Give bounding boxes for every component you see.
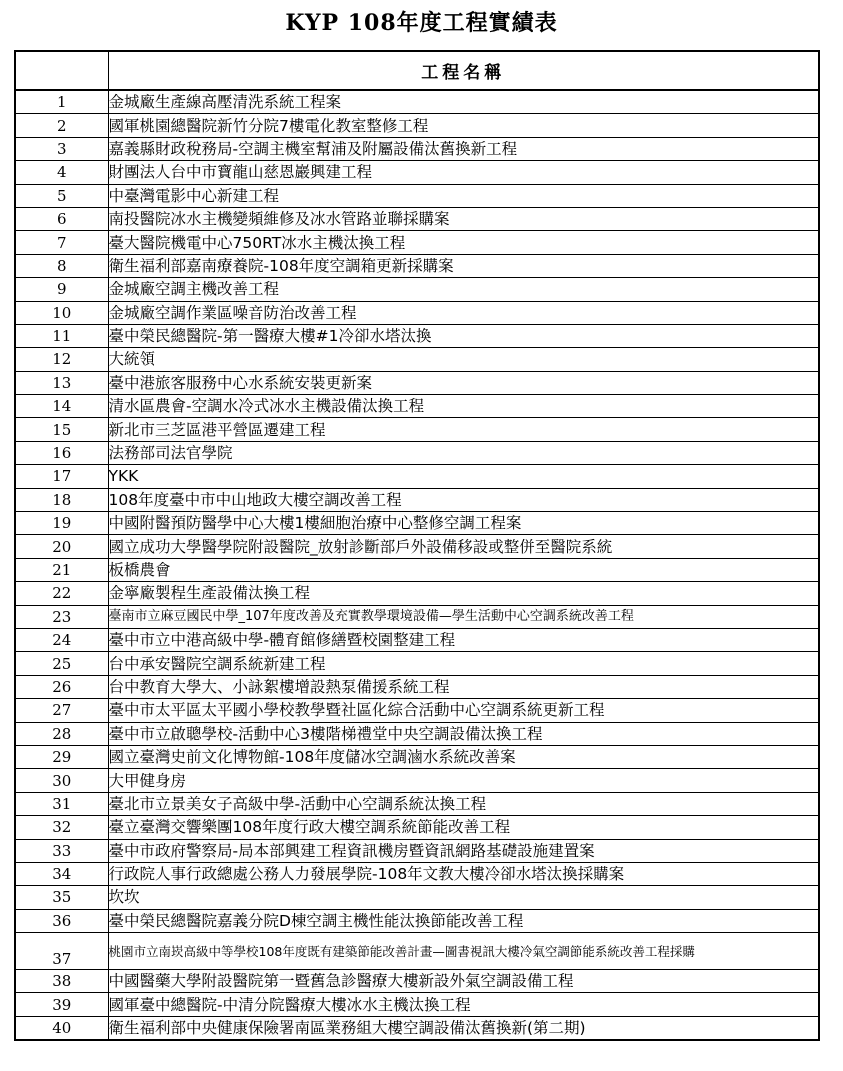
table-row bbox=[15, 862, 819, 885]
row-project-name: 臺中市太平區太平國小學校教學暨社區化綜合活動中心空調系統更新工程 bbox=[108, 699, 819, 722]
table-row bbox=[15, 301, 819, 324]
row-number: 1 bbox=[15, 90, 108, 114]
row-number: 38 bbox=[15, 970, 108, 993]
row-number: 40 bbox=[15, 1016, 108, 1040]
table-row bbox=[15, 769, 819, 792]
row-number: 22 bbox=[15, 582, 108, 605]
row-project-name: 桃園市立南崁高級中等學校108年度既有建築節能改善計畫—圖書視訊大樓冷氣空調節能系統改善工程採購 bbox=[108, 933, 819, 970]
table-row bbox=[15, 278, 819, 301]
table-row bbox=[15, 161, 819, 184]
row-project-name: 臺中市立啟聰學校-活動中心3樓階梯禮堂中央空調設備汰換工程 bbox=[108, 722, 819, 745]
table-row bbox=[15, 675, 819, 698]
table-row bbox=[15, 488, 819, 511]
row-project-name: 108年度臺中市中山地政大樓空調改善工程 bbox=[108, 488, 819, 511]
row-project-name: 法務部司法官學院 bbox=[108, 441, 819, 464]
row-number: 13 bbox=[15, 371, 108, 394]
row-number: 33 bbox=[15, 839, 108, 862]
row-project-name: 臺中市政府警察局-局本部興建工程資訊機房暨資訊網路基礎設施建置案 bbox=[108, 839, 819, 862]
table-row bbox=[15, 970, 819, 993]
row-project-name: 清水區農會-空調水冷式冰水主機設備汰換工程 bbox=[108, 395, 819, 418]
row-project-name: 臺南市立麻豆國民中學_107年度改善及充實教學環境設備—學生活動中心空調系統改善工程 bbox=[108, 605, 819, 628]
row-number: 17 bbox=[15, 465, 108, 488]
table-row bbox=[15, 628, 819, 651]
row-project-name: 嘉義縣財政稅務局-空調主機室幫浦及附屬設備汰舊換新工程 bbox=[108, 137, 819, 160]
row-project-name: YKK bbox=[108, 465, 819, 488]
row-number: 14 bbox=[15, 395, 108, 418]
table-row bbox=[15, 254, 819, 277]
row-project-name: 金城廠空調主機改善工程 bbox=[108, 278, 819, 301]
row-number: 11 bbox=[15, 324, 108, 347]
table-row bbox=[15, 933, 819, 970]
row-number: 16 bbox=[15, 441, 108, 464]
row-number: 3 bbox=[15, 137, 108, 160]
table-row bbox=[15, 699, 819, 722]
row-number: 9 bbox=[15, 278, 108, 301]
row-number: 37 bbox=[15, 933, 108, 970]
row-number: 20 bbox=[15, 535, 108, 558]
row-number: 26 bbox=[15, 675, 108, 698]
table-row bbox=[15, 535, 819, 558]
row-project-name: 衛生福利部嘉南療養院-108年度空調箱更新採購案 bbox=[108, 254, 819, 277]
row-project-name: 新北市三芝區港平營區遷建工程 bbox=[108, 418, 819, 441]
table-row bbox=[15, 137, 819, 160]
row-project-name: 中國醫藥大學附設醫院第一暨舊急診醫療大樓新設外氣空調設備工程 bbox=[108, 970, 819, 993]
table-row bbox=[15, 231, 819, 254]
header-number bbox=[15, 51, 108, 90]
table-row bbox=[15, 207, 819, 230]
row-project-name: 臺中榮民總醫院-第一醫療大樓#1冷卻水塔汰換 bbox=[108, 324, 819, 347]
row-number: 18 bbox=[15, 488, 108, 511]
table-header-row bbox=[15, 51, 819, 90]
table-row bbox=[15, 909, 819, 932]
table-row bbox=[15, 605, 819, 628]
row-number: 10 bbox=[15, 301, 108, 324]
row-number: 6 bbox=[15, 207, 108, 230]
row-project-name: 中國附醫預防醫學中心大樓1樓細胞治療中心整修空調工程案 bbox=[108, 512, 819, 535]
row-project-name: 大統領 bbox=[108, 348, 819, 371]
table-row bbox=[15, 886, 819, 909]
table-row bbox=[15, 418, 819, 441]
row-number: 5 bbox=[15, 184, 108, 207]
table-row bbox=[15, 114, 819, 137]
table-row bbox=[15, 371, 819, 394]
header-project-name: 工程名稱 bbox=[108, 51, 819, 90]
row-project-name: 金寧廠製程生產設備汰換工程 bbox=[108, 582, 819, 605]
row-number: 31 bbox=[15, 792, 108, 815]
table-row bbox=[15, 441, 819, 464]
table-row bbox=[15, 652, 819, 675]
row-number: 12 bbox=[15, 348, 108, 371]
row-number: 29 bbox=[15, 745, 108, 768]
row-project-name: 金城廠生產線高壓清洗系統工程案 bbox=[108, 90, 819, 114]
table-row bbox=[15, 993, 819, 1016]
row-number: 21 bbox=[15, 558, 108, 581]
works-table bbox=[14, 50, 820, 1041]
table-row bbox=[15, 722, 819, 745]
row-number: 19 bbox=[15, 512, 108, 535]
row-project-name: 臺北市立景美女子高級中學-活動中心空調系統汰換工程 bbox=[108, 792, 819, 815]
row-number: 32 bbox=[15, 816, 108, 839]
table-row bbox=[15, 465, 819, 488]
row-project-name: 國立臺灣史前文化博物館-108年度儲冰空調滷水系統改善案 bbox=[108, 745, 819, 768]
row-number: 28 bbox=[15, 722, 108, 745]
table-row bbox=[15, 582, 819, 605]
row-project-name: 行政院人事行政總處公務人力發展學院-108年文教大樓冷卻水塔汰換採購案 bbox=[108, 862, 819, 885]
row-number: 2 bbox=[15, 114, 108, 137]
row-project-name: 台中承安醫院空調系統新建工程 bbox=[108, 652, 819, 675]
row-number: 4 bbox=[15, 161, 108, 184]
row-number: 36 bbox=[15, 909, 108, 932]
row-project-name: 中臺灣電影中心新建工程 bbox=[108, 184, 819, 207]
row-number: 25 bbox=[15, 652, 108, 675]
table-row bbox=[15, 395, 819, 418]
row-project-name: 臺立臺灣交響樂團108年度行政大樓空調系統節能改善工程 bbox=[108, 816, 819, 839]
page-title: KYP 108年度工程實績表 bbox=[285, 10, 558, 36]
row-project-name: 坎坎 bbox=[108, 886, 819, 909]
row-number: 23 bbox=[15, 605, 108, 628]
row-project-name: 台中教育大學大、小詠絮樓增設熱泵備援系統工程 bbox=[108, 675, 819, 698]
table-row bbox=[15, 512, 819, 535]
row-project-name: 臺中榮民總醫院嘉義分院D棟空調主機性能汰換節能改善工程 bbox=[108, 909, 819, 932]
table-row bbox=[15, 1016, 819, 1040]
row-project-name: 板橋農會 bbox=[108, 558, 819, 581]
row-number: 34 bbox=[15, 862, 108, 885]
row-project-name: 臺中港旅客服務中心水系統安裝更新案 bbox=[108, 371, 819, 394]
row-number: 8 bbox=[15, 254, 108, 277]
table-row bbox=[15, 90, 819, 114]
table-row bbox=[15, 745, 819, 768]
row-project-name: 國軍臺中總醫院-中清分院醫療大樓冰水主機汰換工程 bbox=[108, 993, 819, 1016]
row-project-name: 財團法人台中市寶龍山慈恩巖興建工程 bbox=[108, 161, 819, 184]
row-project-name: 衛生福利部中央健康保險署南區業務組大樓空調設備汰舊換新(第二期) bbox=[108, 1016, 819, 1040]
row-number: 27 bbox=[15, 699, 108, 722]
row-project-name: 國軍桃園總醫院新竹分院7樓電化教室整修工程 bbox=[108, 114, 819, 137]
table-row bbox=[15, 839, 819, 862]
row-project-name: 金城廠空調作業區噪音防治改善工程 bbox=[108, 301, 819, 324]
table-row bbox=[15, 792, 819, 815]
table-row bbox=[15, 348, 819, 371]
row-number: 15 bbox=[15, 418, 108, 441]
table-row bbox=[15, 558, 819, 581]
table-row bbox=[15, 324, 819, 347]
row-number: 39 bbox=[15, 993, 108, 1016]
table-row bbox=[15, 184, 819, 207]
table-row bbox=[15, 816, 819, 839]
row-project-name: 臺中市立中港高級中學-體育館修繕暨校園整建工程 bbox=[108, 628, 819, 651]
row-project-name: 大甲健身房 bbox=[108, 769, 819, 792]
row-project-name: 臺大醫院機電中心750RT冰水主機汰換工程 bbox=[108, 231, 819, 254]
row-number: 30 bbox=[15, 769, 108, 792]
row-project-name: 南投醫院冰水主機變頻維修及冰水管路並聯採購案 bbox=[108, 207, 819, 230]
row-number: 24 bbox=[15, 628, 108, 651]
row-number: 35 bbox=[15, 886, 108, 909]
row-project-name: 國立成功大學醫學院附設醫院_放射診斷部戶外設備移設或整併至醫院系統 bbox=[108, 535, 819, 558]
row-number: 7 bbox=[15, 231, 108, 254]
